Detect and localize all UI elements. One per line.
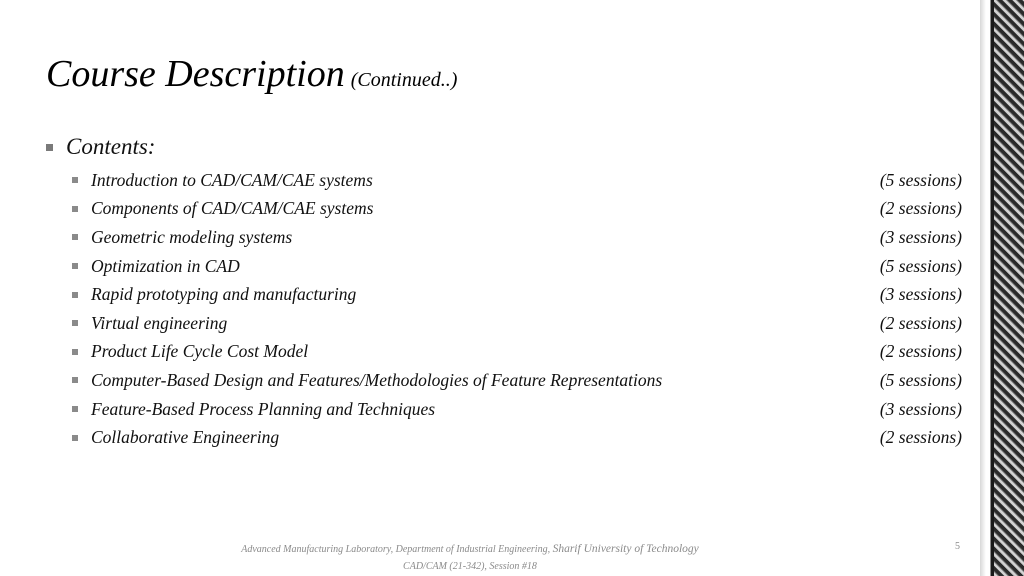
list-item (72, 252, 962, 281)
square-bullet-icon (72, 263, 78, 269)
topic-label: Geometric modeling systems (91, 226, 293, 247)
list-item (72, 338, 962, 367)
decorative-side-band (980, 0, 1024, 576)
slide-footer (200, 541, 740, 575)
square-bullet-icon (72, 206, 78, 212)
square-bullet-icon (46, 144, 53, 151)
square-bullet-icon (72, 406, 78, 412)
session-count: (5 sessions) (879, 255, 962, 276)
topic-label: Feature-Based Process Planning and Techniques (91, 398, 436, 419)
session-count: (2 sessions) (879, 341, 962, 362)
list-item (72, 166, 962, 195)
session-count: (2 sessions) (879, 312, 962, 333)
list-item (72, 423, 962, 452)
topic-label: Optimization in CAD (91, 255, 240, 276)
square-bullet-icon (72, 435, 78, 441)
contents-heading (46, 134, 155, 160)
contents-list (72, 166, 962, 452)
footer-course: CAD/CAM (21-342), Session #18 (403, 561, 537, 572)
session-count: (3 sessions) (879, 226, 962, 247)
square-bullet-icon (72, 234, 78, 240)
topic-label: Components of CAD/CAM/CAE systems (91, 198, 374, 219)
topic-label: Product Life Cycle Cost Model (91, 341, 309, 362)
session-count: (2 sessions) (879, 427, 962, 448)
list-item (72, 366, 962, 395)
session-count: (3 sessions) (879, 284, 962, 305)
title-subtitle: (Continued..) (350, 69, 458, 91)
list-item (72, 195, 962, 224)
topic-label: Introduction to CAD/CAM/CAE systems (91, 169, 373, 190)
topic-label: Rapid prototyping and manufacturing (91, 284, 357, 305)
square-bullet-icon (72, 320, 78, 326)
square-bullet-icon (72, 177, 78, 183)
list-item (72, 223, 962, 252)
session-count: (5 sessions) (879, 169, 962, 190)
list-item (72, 395, 962, 424)
page-title (46, 52, 457, 96)
square-bullet-icon (72, 292, 78, 298)
square-bullet-icon (72, 377, 78, 383)
session-count: (3 sessions) (879, 398, 962, 419)
title-text: Course Description (46, 53, 345, 95)
session-count: (5 sessions) (879, 369, 962, 390)
list-item (72, 309, 962, 338)
contents-heading-text: Contents: (66, 134, 156, 159)
list-item (72, 280, 962, 309)
footer-department: Advanced Manufacturing Laboratory, Department of Industrial Engineering, (241, 544, 553, 555)
footer-line-1 (200, 541, 740, 558)
square-bullet-icon (72, 349, 78, 355)
topic-label: Virtual engineering (91, 312, 228, 333)
page-number: 5 (955, 541, 960, 552)
topic-label: Computer-Based Design and Features/Methodologies of Feature Representations (91, 369, 663, 390)
footer-university: Sharif University of Technology (552, 543, 699, 555)
topic-label: Collaborative Engineering (91, 427, 280, 448)
session-count: (2 sessions) (879, 198, 962, 219)
